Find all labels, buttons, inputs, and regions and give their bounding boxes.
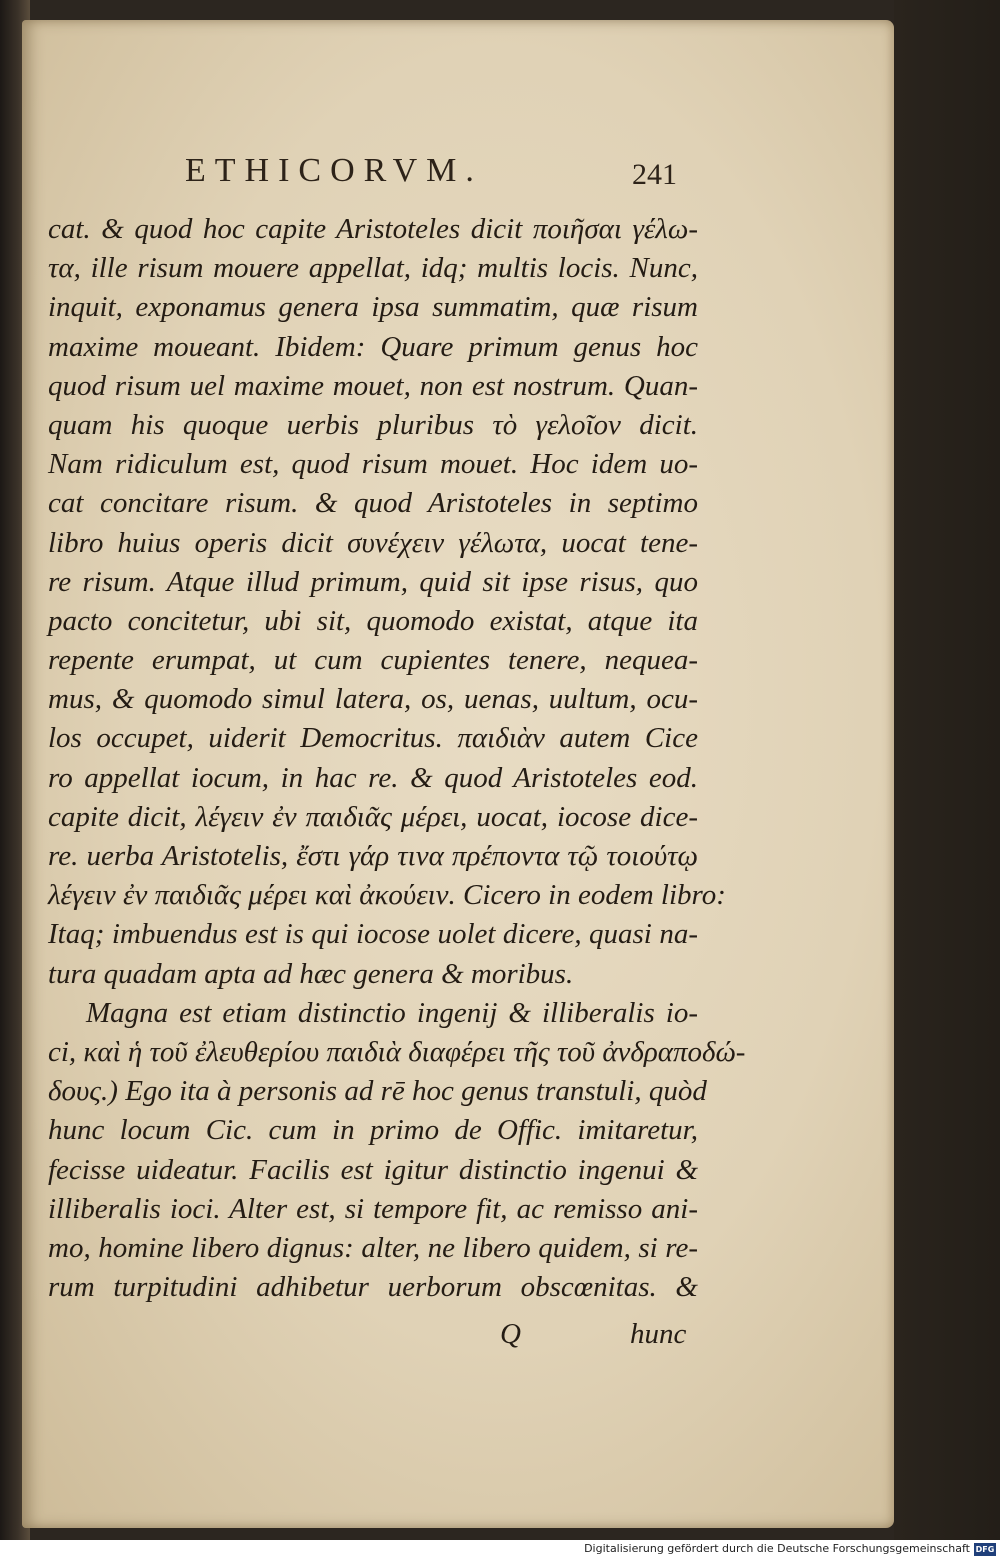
text-line: cat. & quod hoc capite Aristoteles dicit ποιῆσαι γέλω- [48,213,698,245]
text-line: cat concitare risum. & quod Aristoteles in septimo [48,487,698,520]
text-line: δους.) Ego ita à personis ad rē hoc genus transtuli, quòd [48,1075,707,1108]
text-line: τα, ille risum mouere appellat, idq; multis locis. Nunc, [48,252,698,285]
text-line: quod risum uel maxime mouet, non est nostrum. Quan- [48,369,698,402]
text-line: capite dicit, λέγειν ἐν παιδιᾶς μέρει, uocat, iocose dice- [48,800,698,833]
background-strip [894,0,1000,1540]
text-line: Itaq; imbuendus est is qui iocose uolet dicere, quasi na- [48,918,698,951]
text-line: hunc locum Cic. cum in primo de Offic. imitaretur, [48,1114,698,1147]
running-head: ETHICORVM. [185,152,483,189]
text-line: tura quadam apta ad hæc genera & moribus. [48,957,574,990]
text-line: rum turpitudini adhibetur uerborum obscœnitas. & [48,1271,698,1304]
text-line: Nam ridiculum est, quod risum mouet. Hoc idem uo- [48,448,698,481]
text-line: maxime moueant. Ibidem: Quare primum genus hoc [48,330,698,363]
signature-mark: Q [500,1318,521,1350]
text-line: mus, & quomodo simul latera, os, uenas, uultum, ocu- [48,683,698,716]
text-line: quam his quoque uerbis pluribus τὸ γελοῖον dicit. [48,408,698,441]
text-line: inquit, exponamus genera ipsa summatim, quæ risum [48,291,698,324]
text-line: ci, καὶ ἡ τοῦ ἐλευθερίου παιδιὰ διαφέρει τῆς τοῦ ἀνδραποδώ- [48,1035,746,1068]
text-line: illiberalis ioci. Alter est, si tempore fit, ac remisso ani- [48,1192,698,1225]
text-line: re. uerba Aristotelis, ἔστι γάρ τινα πρέποντα τῷ τοιούτῳ [48,840,698,872]
text-line: repente erumpat, ut cum cupientes tenere, nequea- [48,644,698,677]
text-line: fecisse uideatur. Facilis est igitur distinctio ingenui & [48,1153,698,1186]
footer-bar [0,1540,1000,1560]
text-line: λέγειν ἐν παιδιᾶς μέρει καὶ ἀκούειν. Cicero in eodem libro: [48,879,726,912]
text-line: ro appellat iocum, in hac re. & quod Aristoteles eod. [48,761,698,794]
dfg-logo: DFG [975,1545,995,1554]
text-line: mo, homine libero dignus: alter, ne libero quidem, si re- [48,1231,698,1264]
text-line: libro huius operis dicit συνέχειν γέλωτα, uocat tene- [48,526,698,559]
body-text [48,210,746,1307]
text-line: los occupet, uiderit Democritus. παιδιὰν autem Cice [48,722,698,755]
paragraph-start-line: Magna est etiam distinctio ingenij & illiberalis io- [86,996,698,1029]
funding-credit: Digitalisierung gefördert durch die Deutsche Forschungsgemeinschaft [584,1542,970,1555]
text-line: re risum. Atque illud primum, quid sit ipse risus, quo [48,565,698,598]
catchword: hunc [630,1318,687,1350]
text-line: pacto concitetur, ubi sit, quomodo existat, atque ita [48,604,698,637]
page-number: 241 [632,158,677,191]
